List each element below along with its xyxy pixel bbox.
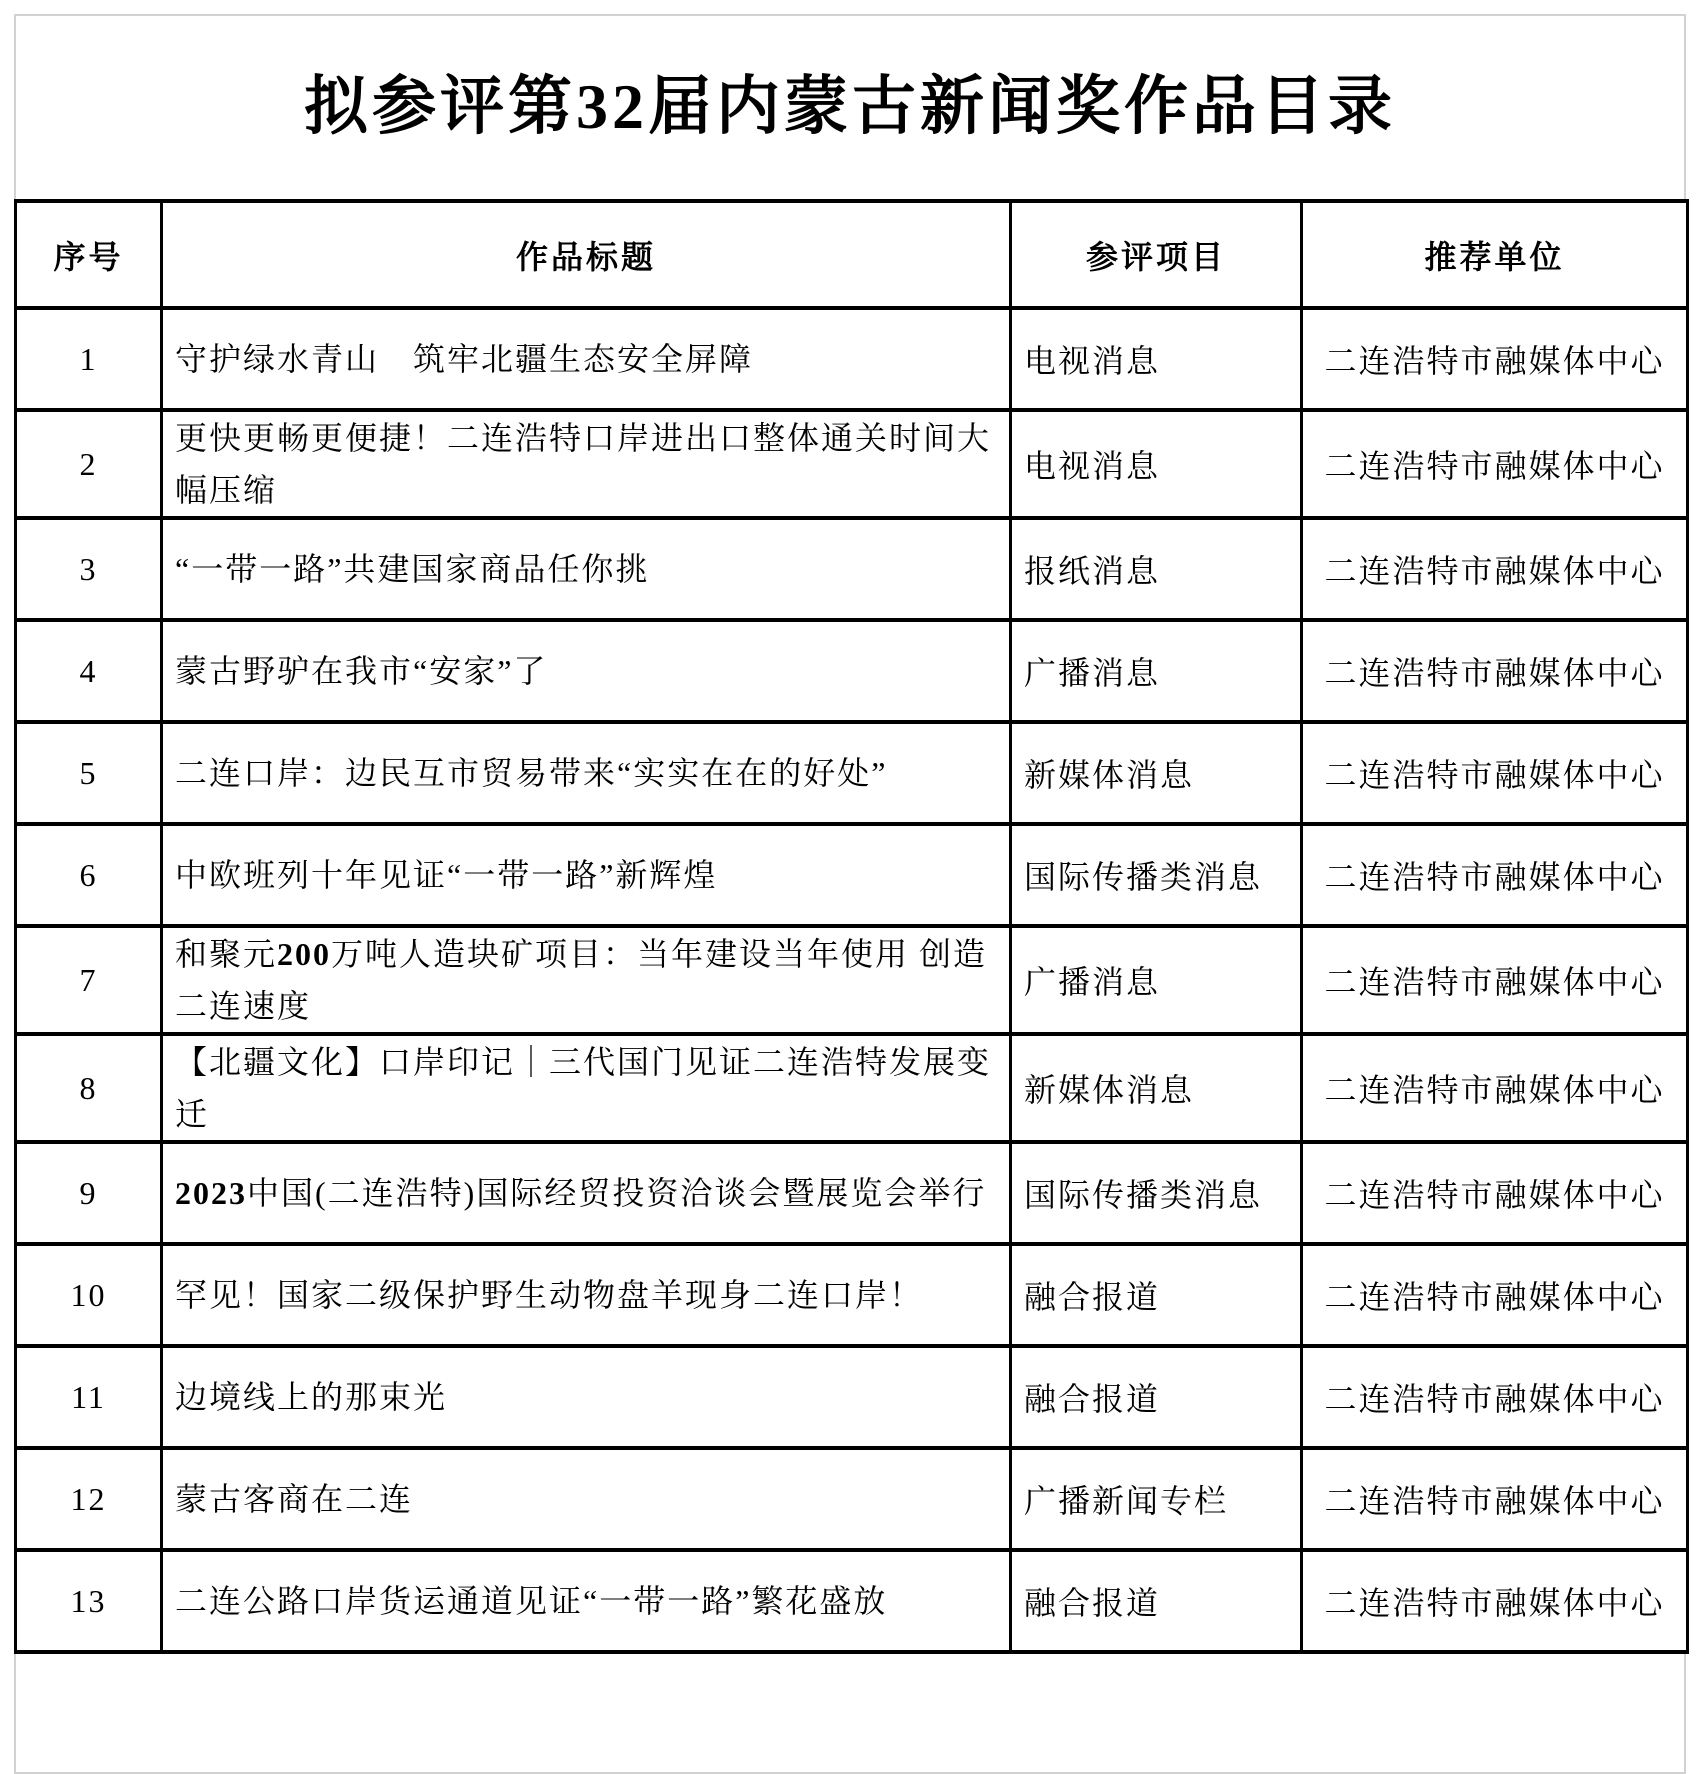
cell-entry-category: 电视消息 [1011,410,1302,518]
cell-entry-category: 新媒体消息 [1011,722,1302,824]
cell-entry-category: 报纸消息 [1011,518,1302,620]
cell-serial-number: 6 [16,824,162,926]
works-table [14,199,1689,1654]
column-header-title: 作品标题 [162,201,1011,308]
cell-serial-number: 7 [16,926,162,1034]
cell-serial-number: 13 [16,1550,162,1652]
cell-serial-number: 4 [16,620,162,722]
cell-work-title: 【北疆文化】口岸印记｜三代国门见证二连浩特发展变迁 [162,1034,1011,1142]
table-row [16,1244,1688,1346]
cell-recommending-unit: 二连浩特市融媒体中心 [1302,308,1688,410]
cell-entry-category: 广播新闻专栏 [1011,1448,1302,1550]
table-row [16,824,1688,926]
cell-recommending-unit: 二连浩特市融媒体中心 [1302,518,1688,620]
table-row [16,410,1688,518]
cell-entry-category: 广播消息 [1011,926,1302,1034]
cell-work-title: 罕见！国家二级保护野生动物盘羊现身二连口岸！ [162,1244,1011,1346]
cell-work-title: 和聚元200万吨人造块矿项目：当年建设当年使用 创造二连速度 [162,926,1011,1034]
cell-serial-number: 11 [16,1346,162,1448]
cell-serial-number: 5 [16,722,162,824]
cell-entry-category: 融合报道 [1011,1244,1302,1346]
table-row [16,518,1688,620]
cell-entry-category: 融合报道 [1011,1550,1302,1652]
cell-entry-category: 融合报道 [1011,1346,1302,1448]
cell-recommending-unit: 二连浩特市融媒体中心 [1302,1142,1688,1244]
cell-entry-category: 国际传播类消息 [1011,1142,1302,1244]
cell-recommending-unit: 二连浩特市融媒体中心 [1302,1346,1688,1448]
table-header [16,201,1688,308]
cell-serial-number: 8 [16,1034,162,1142]
cell-work-title: 更快更畅更便捷！二连浩特口岸进出口整体通关时间大幅压缩 [162,410,1011,518]
cell-recommending-unit: 二连浩特市融媒体中心 [1302,824,1688,926]
cell-work-title: 蒙古客商在二连 [162,1448,1011,1550]
cell-serial-number: 12 [16,1448,162,1550]
cell-work-title: “一带一路”共建国家商品任你挑 [162,518,1011,620]
cell-serial-number: 10 [16,1244,162,1346]
cell-work-title: 边境线上的那束光 [162,1346,1011,1448]
column-header-category: 参评项目 [1011,201,1302,308]
cell-serial-number: 1 [16,308,162,410]
cell-recommending-unit: 二连浩特市融媒体中心 [1302,1550,1688,1652]
column-header-no: 序号 [16,201,162,308]
cell-work-title: 中欧班列十年见证“一带一路”新辉煌 [162,824,1011,926]
table-row [16,1448,1688,1550]
cell-serial-number: 2 [16,410,162,518]
cell-recommending-unit: 二连浩特市融媒体中心 [1302,722,1688,824]
cell-recommending-unit: 二连浩特市融媒体中心 [1302,926,1688,1034]
table-row [16,308,1688,410]
cell-entry-category: 国际传播类消息 [1011,824,1302,926]
cell-recommending-unit: 二连浩特市融媒体中心 [1302,620,1688,722]
table-row [16,620,1688,722]
table-row [16,722,1688,824]
table-row [16,1346,1688,1448]
table-row [16,1034,1688,1142]
cell-entry-category: 广播消息 [1011,620,1302,722]
cell-work-title: 二连公路口岸货运通道见证“一带一路”繁花盛放 [162,1550,1011,1652]
header-row [16,201,1688,308]
cell-recommending-unit: 二连浩特市融媒体中心 [1302,410,1688,518]
page-title: 拟参评第32届内蒙古新闻奖作品目录 [304,71,1396,142]
table-row [16,1550,1688,1652]
cell-recommending-unit: 二连浩特市融媒体中心 [1302,1244,1688,1346]
cell-work-title: 2023中国(二连浩特)国际经贸投资洽谈会暨展览会举行 [162,1142,1011,1244]
cell-recommending-unit: 二连浩特市融媒体中心 [1302,1034,1688,1142]
cell-recommending-unit: 二连浩特市融媒体中心 [1302,1448,1688,1550]
cell-entry-category: 新媒体消息 [1011,1034,1302,1142]
cell-work-title: 守护绿水青山 筑牢北疆生态安全屏障 [162,308,1011,410]
column-header-unit: 推荐单位 [1302,201,1688,308]
cell-entry-category: 电视消息 [1011,308,1302,410]
cell-work-title: 二连口岸：边民互市贸易带来“实实在在的好处” [162,722,1011,824]
cell-work-title: 蒙古野驴在我市“安家”了 [162,620,1011,722]
table-row [16,1142,1688,1244]
table-row [16,926,1688,1034]
cell-serial-number: 9 [16,1142,162,1244]
cell-serial-number: 3 [16,518,162,620]
